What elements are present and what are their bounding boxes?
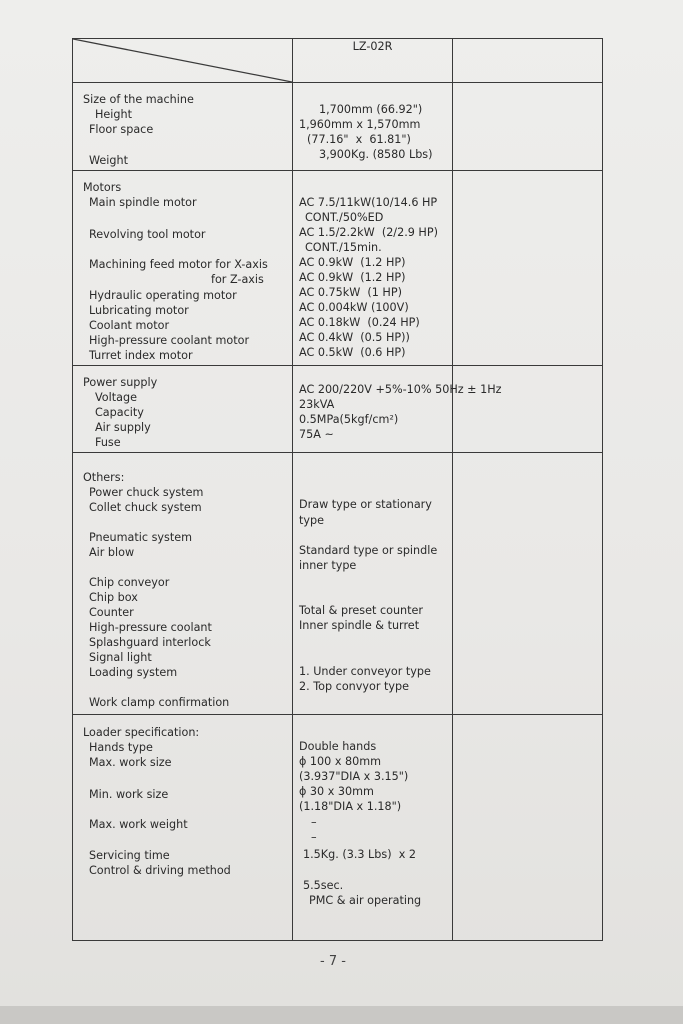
label: Weight [89,154,128,167]
page-edge [0,1006,683,1024]
value: (1.18"DIA x 1.18") [299,800,402,813]
value: 1.5Kg. (3.3 Lbs) x 2 [303,848,416,861]
size-labels [73,83,293,171]
motor-values [293,171,453,366]
label: Turret index motor [89,349,193,362]
value: 5.5sec. [303,879,344,892]
empty-column-cell [453,366,603,453]
label: Capacity [95,406,144,419]
label: Servicing time [89,849,170,862]
value: type [299,514,324,527]
power-labels [73,366,293,453]
label: Loading system [89,666,178,679]
value: 75A ~ [299,428,334,441]
motor-labels [73,171,293,366]
empty-column-cell [453,39,603,83]
label: Air blow [89,546,135,559]
label: Floor space [89,123,154,136]
label: Chip conveyor [89,576,170,589]
diagonal-header-cell [73,39,293,83]
label: Splashguard interlock [89,636,211,649]
label: Pneumatic system [89,531,193,544]
label: High-pressure coolant [89,621,212,634]
value: (77.16" x 61.81") [307,133,411,146]
label: Max. work weight [89,818,188,831]
value: AC 1.5/2.2kW (2/2.9 HP) [299,226,438,239]
label: High-pressure coolant motor [89,334,250,347]
others-values [293,453,453,715]
label: Min. work size [89,788,169,801]
size-values [293,83,453,171]
label: Work clamp confirmation [89,696,230,709]
label: Max. work size [89,756,172,769]
value: 3,900Kg. (8580 Lbs) [319,148,433,161]
empty-column-cell [453,715,603,941]
others-labels [73,453,293,715]
value: 23kVA [299,398,335,411]
value: AC 0.9kW (1.2 HP) [299,271,406,284]
label: Voltage [95,391,137,404]
value: AC 200/220V +5%-10% 50Hz ± 1Hz [299,383,502,396]
value: AC 0.18kW (0.24 HP) [299,316,420,329]
section-title: Power supply [83,376,158,389]
value: 0.5MPa(5kgf/cm²) [299,413,399,426]
value: AC 7.5/11kW(10/14.6 HP [299,196,438,209]
label: Main spindle motor [89,196,197,209]
others-row [73,453,603,715]
label: Air supply [95,421,151,434]
label: Height [95,108,132,121]
value: AC 0.9kW (1.2 HP) [299,256,406,269]
value: AC 0.4kW (0.5 HP)) [299,331,410,344]
label: Fuse [95,436,121,449]
label: Revolving tool motor [89,228,206,241]
section-title: Others: [83,471,125,484]
label: Control & driving method [89,864,231,877]
label: Hands type [89,741,153,754]
label: for Z-axis [211,273,264,286]
value: (3.937"DIA x 3.15") [299,770,409,783]
size-row [73,83,603,171]
label: Chip box [89,591,138,604]
section-title: Motors [83,181,122,194]
value: AC 0.75kW (1 HP) [299,286,402,299]
label: Lubricating motor [89,304,189,317]
label: Coolant motor [89,319,170,332]
header-row [73,39,603,83]
label: Collet chuck system [89,501,202,514]
value: AC 0.5kW (0.6 HP) [299,346,406,359]
label: Machining feed motor for X-axis [89,258,268,271]
value: 1,960mm x 1,570mm [299,118,421,131]
value: – [311,816,317,829]
value: Standard type or spindle [299,544,438,557]
label: Power chuck system [89,486,204,499]
value: – [311,831,317,844]
value: ϕ 100 x 80mm [299,755,382,768]
label: Counter [89,606,134,619]
model-name: LZ-02R [293,39,453,83]
power-values [293,366,502,453]
page-number: - 7 - [320,954,346,969]
loader-labels [73,715,293,941]
value: 1,700mm (66.92") [319,103,423,116]
label: Hydraulic operating motor [89,289,237,302]
motors-row [73,171,603,366]
loader-row [73,715,603,941]
value: CONT./15min. [305,241,382,254]
loader-values [293,715,453,941]
value: 2. Top convyor type [299,680,409,693]
spec-table [72,38,603,941]
value: AC 0.004kW (100V) [299,301,409,314]
label: Signal light [89,651,152,664]
value: PMC & air operating [309,894,422,907]
section-title: Loader specification: [83,726,200,739]
value: ϕ 30 x 30mm [299,785,374,798]
value: 1. Under conveyor type [299,665,431,678]
value: Total & preset counter [299,604,423,617]
empty-column-cell [453,453,603,715]
power-row [73,366,603,453]
section-title: Size of the machine [83,93,194,106]
empty-column-cell [453,171,603,366]
value: Inner spindle & turret [299,619,420,632]
value: Draw type or stationary [299,498,432,511]
value: inner type [299,559,357,572]
value: Double hands [299,740,377,753]
empty-column-cell [453,83,603,171]
value: CONT./50%ED [305,211,384,224]
